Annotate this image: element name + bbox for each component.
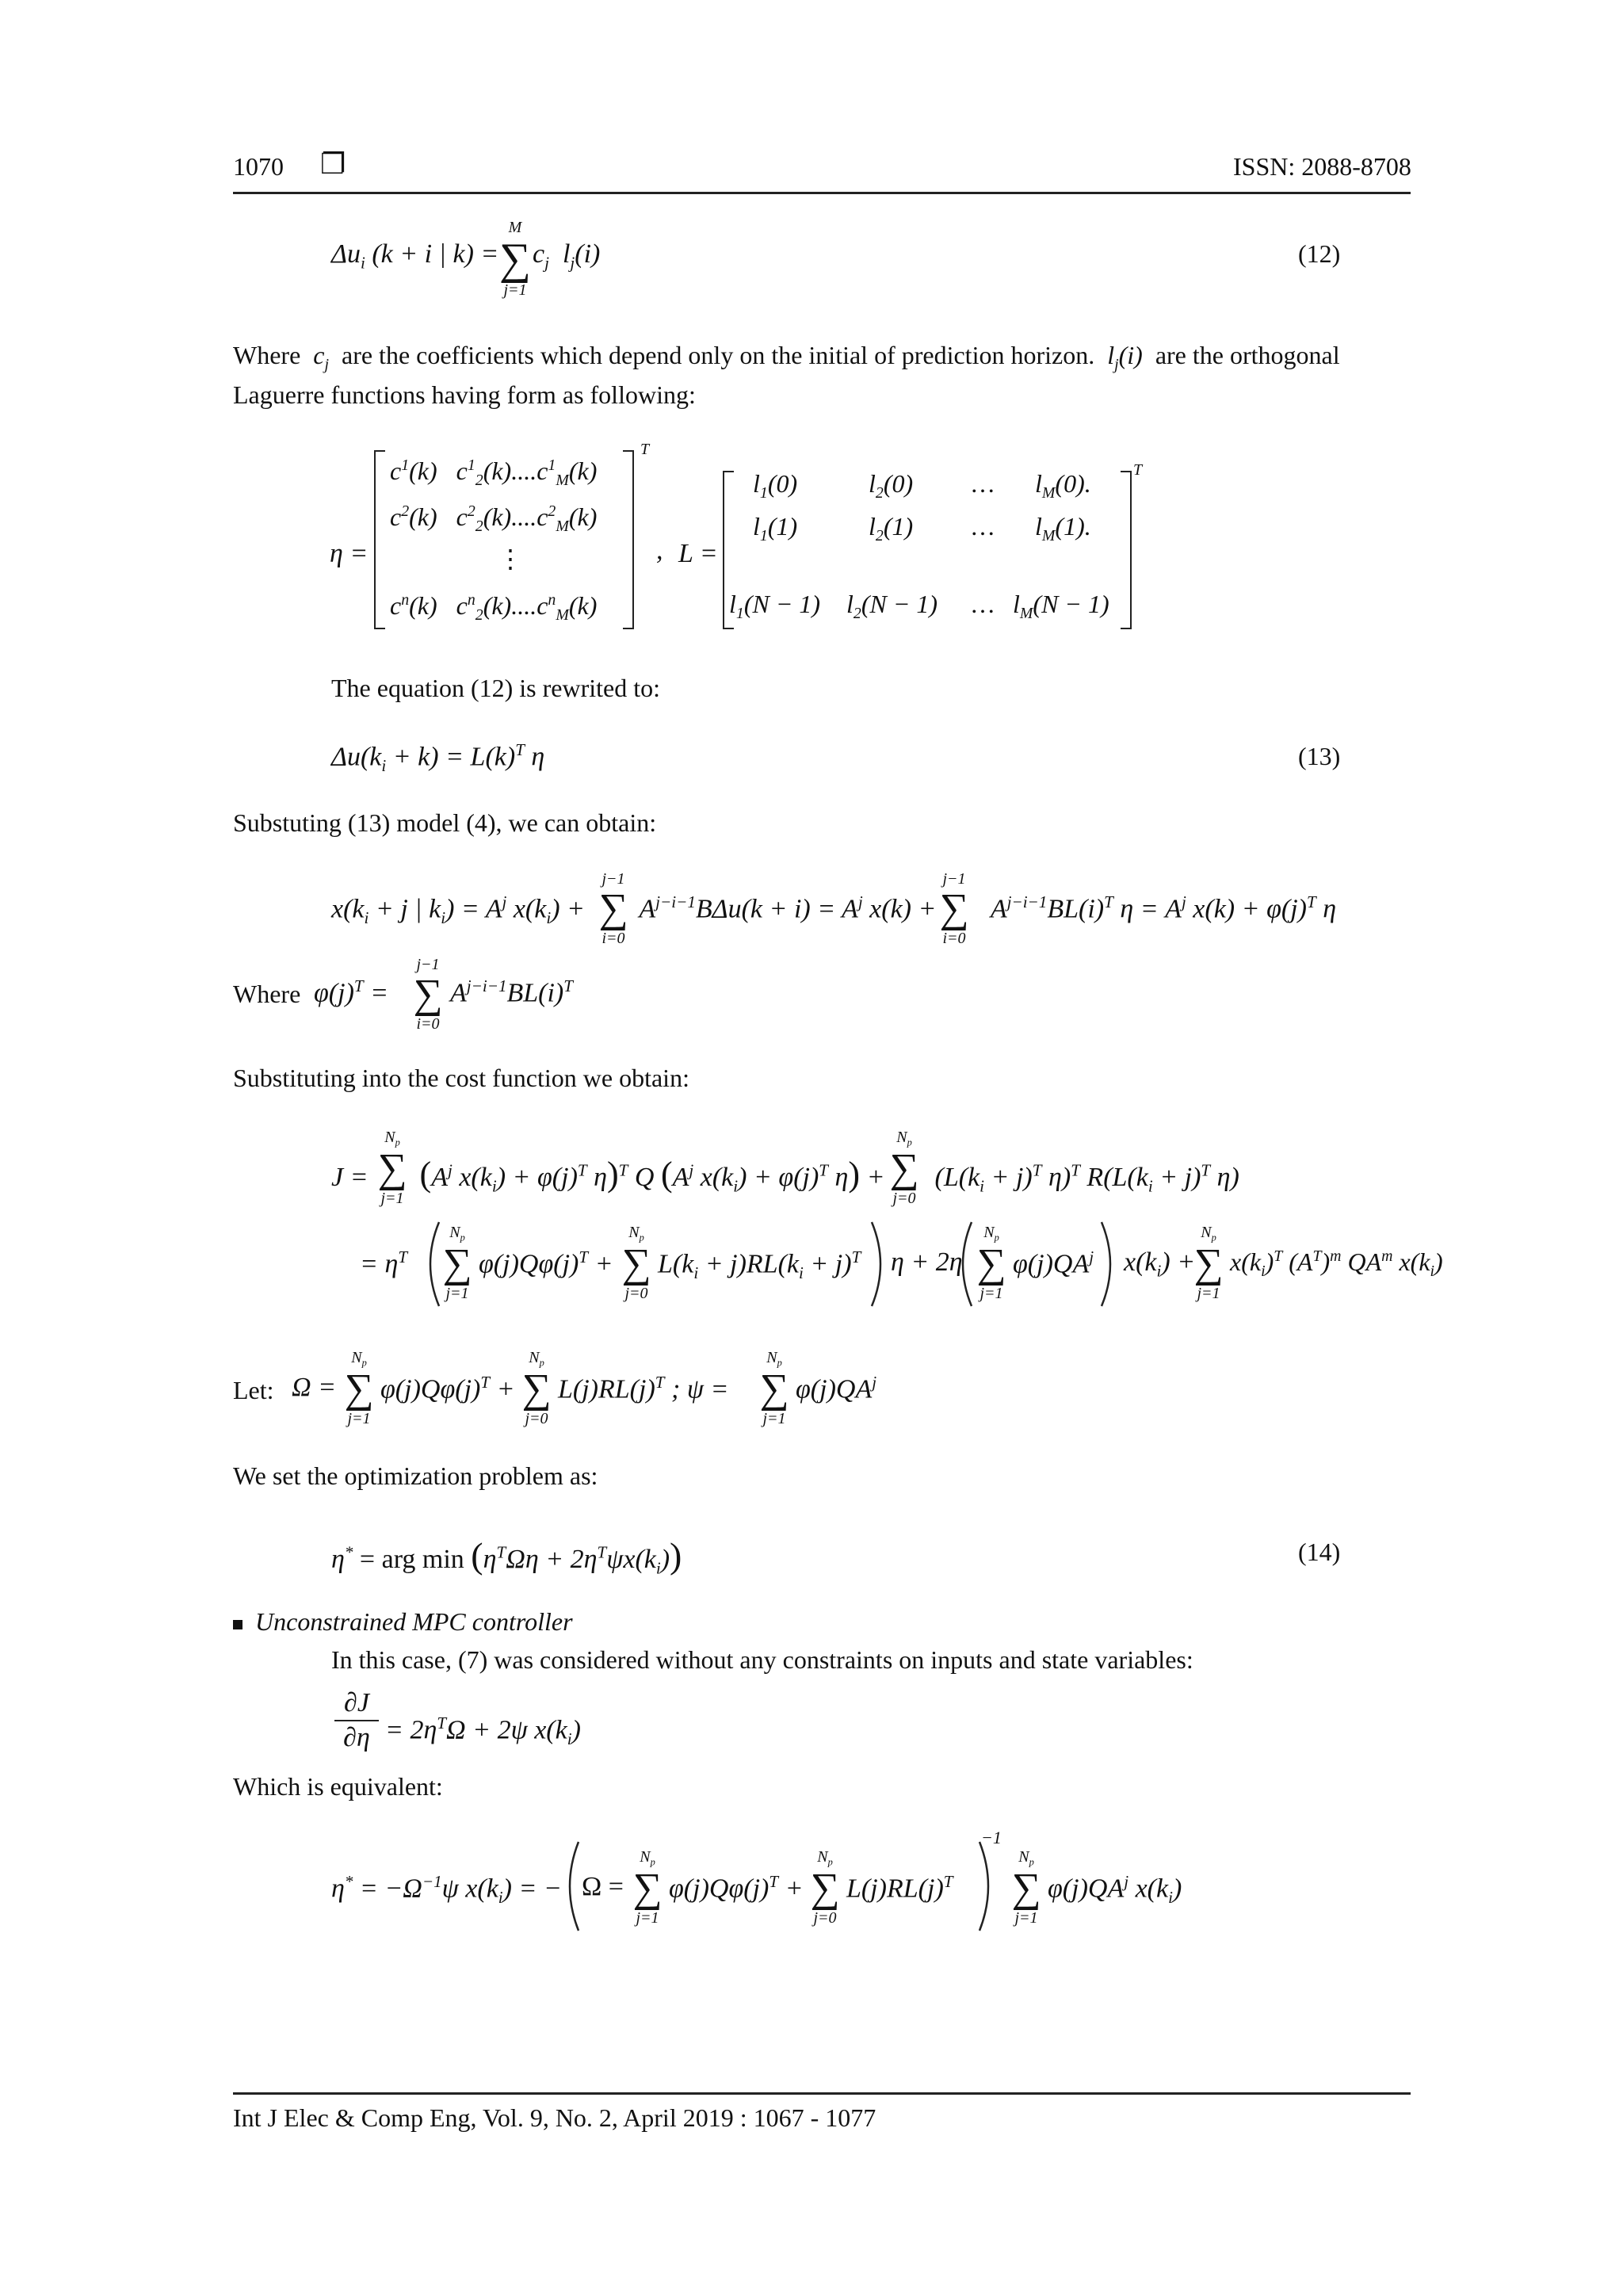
- paragraph-equivalent: Which is equivalent:: [233, 1772, 443, 1801]
- bullet-body: In this case, (7) was considered without any constraints on inputs and state variables:: [331, 1645, 1193, 1674]
- header-rule: [233, 192, 1411, 194]
- final-eq-inverse: −1: [981, 1828, 1002, 1847]
- eta-transpose: T: [640, 441, 650, 458]
- eq-x-sum-1: j−1 ∑ i=0: [598, 870, 628, 947]
- eq12-rhs: $c_j$ $l_j(i)$: [533, 239, 601, 273]
- where-phi-sum: j−1 ∑ i=0: [413, 956, 443, 1033]
- eq-J2-sum-B: $N_p$ ∑ j=0: [621, 1224, 651, 1303]
- L-row-2-col-2: $l_2(1)$: [869, 512, 914, 544]
- eta-row-1: $c^1(k)$ $c^1_2(k)....c^1_M(k)$: [390, 457, 598, 489]
- let-term-1: $\varphi(j)Q\varphi(j)^T$ +: [380, 1373, 515, 1404]
- paragraph-cost-function: Substituting into the cost function we obtain:: [233, 1064, 689, 1092]
- L-row-1-ellipsis: …: [970, 469, 995, 498]
- L-row-2-col-M: $l_M(1)$.: [1035, 512, 1091, 544]
- where-phi-label: Where: [233, 980, 301, 1008]
- box-glyph-icon: ❐: [320, 148, 346, 180]
- equation-J-line-2-b: $\varphi(j)Q\varphi(j)^T$ +: [479, 1247, 613, 1279]
- final-eq-a: $\eta^* = -\Omega^{-1}\psi$ $x(k_i)$ = −: [331, 1872, 562, 1908]
- derivative-rhs: = $2\eta^T\Omega + 2\psi$ $x(k_i)$: [385, 1713, 581, 1749]
- equation-J-line-2-e: $\varphi(j)QA^j$: [1013, 1247, 1094, 1279]
- final-eq-term-3: $\varphi(j)QA^j$ $x(k_i)$: [1048, 1872, 1182, 1908]
- eta-comma: ,: [656, 536, 663, 565]
- equation-x-prediction: $x(k_i + j$ | $k_i) = A^j$ $x(k_i) + A^{j-i-1}B\Delta u(k + i) = A^j$ $x(k) + A^{j-i-1}BL(i)^T$ $\eta = A^j$ $x(k) + \varphi(j)^T$ η: [331, 892, 1337, 928]
- final-eq-paren-close: [976, 1840, 1000, 1932]
- L-row-3-ellipsis: …: [970, 590, 995, 618]
- L-row-2-ellipsis: …: [970, 512, 995, 541]
- paragraph-laguerre: Laguerre functions having form as following:: [233, 380, 696, 409]
- equation-12: $\Delta u_i$ (k + i | k) =: [331, 239, 499, 273]
- eq-J2-paren-close-1: [869, 1221, 892, 1308]
- equation-J-line-2-d: η + 2η: [891, 1247, 963, 1277]
- equation-J-line-2-a: = $\eta^T$: [360, 1247, 408, 1279]
- final-eq-sum-3: $N_p$ ∑ j=1: [1011, 1848, 1041, 1927]
- L-row-3-col-2: $l_2(N - 1)$: [846, 590, 938, 622]
- equation-number-12: (12): [1298, 239, 1341, 268]
- eta-bracket-right: [623, 450, 634, 629]
- equation-J-line-2-g: $x(k_i)^T$ $(A^T)^m$ $QA^m$ $x(k_i)$: [1230, 1247, 1443, 1280]
- let-sum-1: $N_p$ ∑ j=1: [344, 1349, 374, 1428]
- eq12-sum: M ∑ j=1: [499, 219, 531, 299]
- eta-label: η =: [330, 539, 369, 568]
- final-eq-term-2: $L(j)RL(j)^T$: [846, 1872, 953, 1904]
- final-eq-sum-1: $N_p$ ∑ j=1: [632, 1848, 663, 1927]
- L-label: L =: [678, 539, 718, 568]
- eta-bracket-left: [374, 450, 385, 629]
- final-eq-paren-open: [558, 1840, 582, 1932]
- final-eq-term-1: $\varphi(j)Q\varphi(j)^T$ +: [669, 1872, 804, 1904]
- footer-rule: [233, 2092, 1411, 2095]
- let-sum-3: $N_p$ ∑ j=1: [759, 1349, 789, 1428]
- let-term-2: $L(j)RL(j)^T$ ; ψ =: [558, 1373, 729, 1404]
- let-term-3: $\varphi(j)QA^j$: [796, 1373, 877, 1404]
- L-row-3-col-M: $l_M(N - 1)$: [1013, 590, 1109, 622]
- eq-J2-sum-F: $N_p$ ∑ j=1: [1193, 1224, 1224, 1303]
- equation-J-line-1: $J = (A^j$ $x(k_i) + \varphi(j)^T$ η)$^T$ Q ($A^j$ $x(k_i) + \varphi(j)^T$ $\eta) + (L(k_i + j)^T$ η)$^T$ $R(L(k_i + j)^T$ η): [331, 1155, 1239, 1196]
- eta-vdots: ⋮: [498, 544, 523, 573]
- eq-J2-sum-A: $N_p$ ∑ j=1: [442, 1224, 472, 1303]
- L-row-1-col-2: $l_2(0)$: [869, 469, 914, 502]
- L-transpose: T: [1133, 461, 1143, 479]
- paragraph-where-coefficients: Where $c_j$ are the coefficients which depend only on the initial of prediction horizon. $l_j(i)$ are the orthogonal: [233, 341, 1340, 373]
- L-row-1-col-M: $l_M(0)$.: [1035, 469, 1091, 502]
- final-eq-omega: Ω =: [582, 1872, 624, 1901]
- eq-J2-sum-D: $N_p$ ∑ j=1: [976, 1224, 1006, 1303]
- eq-x-sum-2: j−1 ∑ i=0: [939, 870, 969, 947]
- where-phi-lhs: $\varphi(j)^T$ =: [314, 976, 389, 1008]
- equation-J-line-2-f: $x(k_i)$ +: [1124, 1247, 1196, 1281]
- eta-row-3: $c^n(k)$ $c^n_2(k)....c^n_M(k)$: [390, 591, 598, 624]
- page-number: 1070: [233, 152, 284, 181]
- eq-J2-paren-close-2: [1098, 1221, 1122, 1308]
- final-eq-sum-2: $N_p$ ∑ j=0: [810, 1848, 840, 1927]
- bullet-unconstrained: Unconstrained MPC controller: [233, 1606, 573, 1637]
- derivative-fraction: ∂J ∂η: [334, 1688, 379, 1753]
- L-row-3-col-1: $l_1(N - 1)$: [729, 590, 821, 622]
- equation-J-line-2-c: $L(k_i + j)RL(k_i + j)^T$: [658, 1247, 861, 1283]
- L-row-1-col-1: $l_1(0)$: [753, 469, 798, 502]
- let-label: Let:: [233, 1376, 274, 1404]
- footer-citation: Int J Elec & Comp Eng, Vol. 9, No. 2, April 2019 : 1067 - 1077: [233, 2103, 876, 2132]
- equation-14: η* = arg $\min (\eta^T\Omega\eta + 2\eta^T\psi x(k_i))$: [331, 1535, 682, 1578]
- paragraph-substuting: Substuting (13) model (4), we can obtain:: [233, 808, 657, 837]
- equation-number-14: (14): [1298, 1538, 1341, 1566]
- eq-J1-sum-1: $N_p$ ∑ j=1: [377, 1129, 407, 1208]
- L-row-2-col-1: $l_1(1)$: [753, 512, 798, 544]
- eq-J1-sum-2: $N_p$ ∑ j=0: [889, 1129, 919, 1208]
- equation-13: $\Delta u(k_i + k) = L(k)^T$ η: [331, 740, 545, 776]
- eta-row-2: $c^2(k)$ $c^2_2(k)....c^2_M(k)$: [390, 502, 598, 535]
- bullet-square-icon: [233, 1620, 242, 1629]
- where-phi-rhs: $A^{j-i-1}BL(i)^T$: [450, 976, 573, 1008]
- paragraph-optimization: We set the optimization problem as:: [233, 1461, 598, 1490]
- equation-number-13: (13): [1298, 742, 1341, 770]
- issn: ISSN: 2088-8708: [1233, 152, 1411, 181]
- paragraph-rewrited: The equation (12) is rewrited to:: [331, 674, 660, 702]
- let-sum-2: $N_p$ ∑ j=0: [521, 1349, 552, 1428]
- let-omega: Ω =: [292, 1373, 337, 1402]
- L-bracket-right: [1121, 471, 1132, 629]
